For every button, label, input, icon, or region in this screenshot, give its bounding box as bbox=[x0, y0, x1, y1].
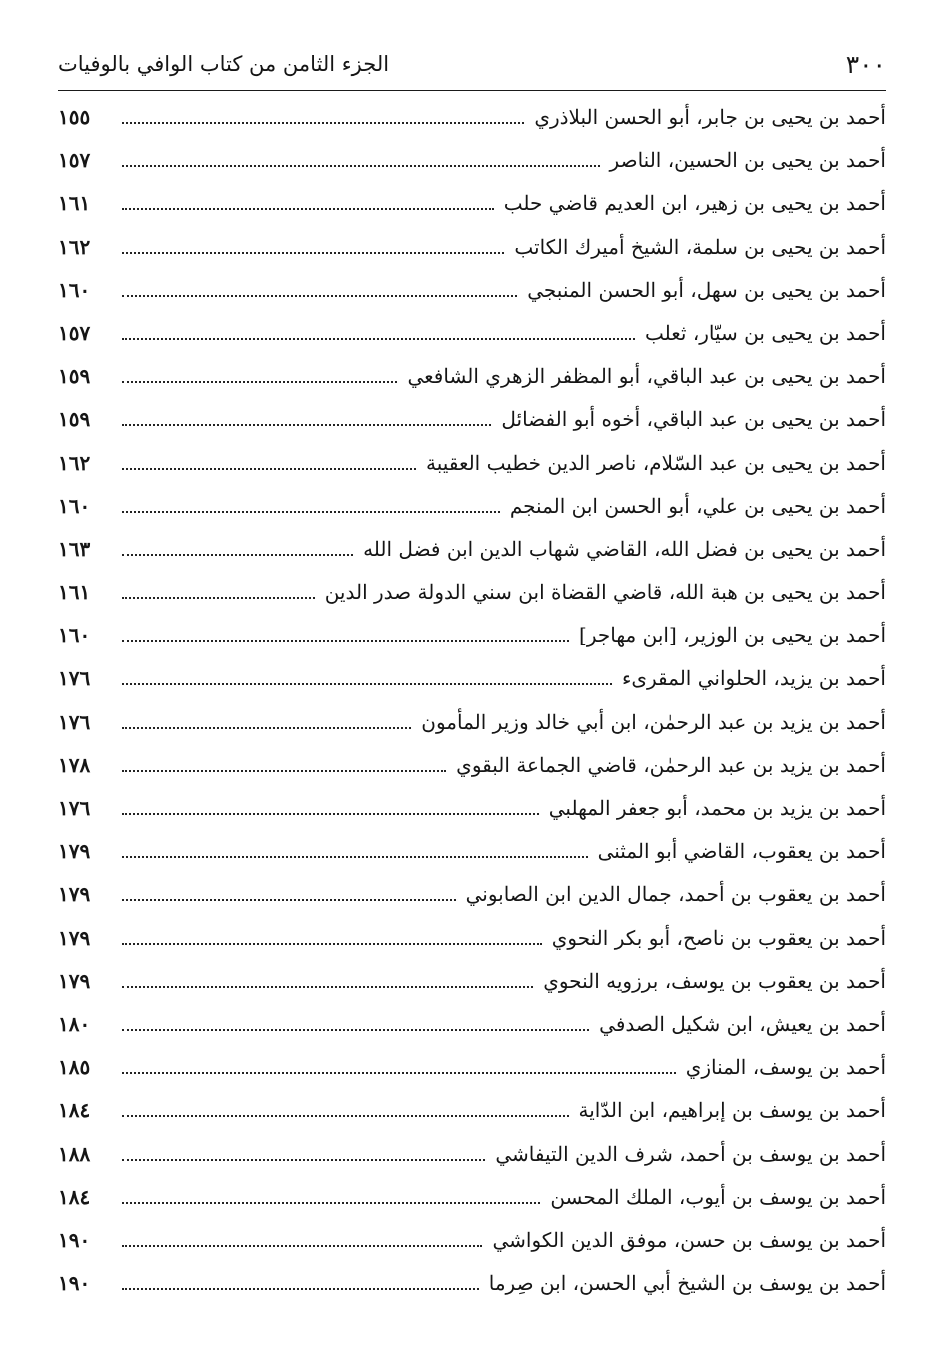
entry-page-number: ١٩٠ bbox=[58, 1227, 91, 1252]
dot-leader bbox=[122, 122, 524, 124]
dot-leader bbox=[122, 554, 353, 556]
entry-name: أحمد بن يحيى بن جابر، أبو الحسن البلاذري bbox=[534, 105, 886, 129]
index-entry bbox=[58, 752, 886, 798]
index-entry bbox=[58, 968, 886, 1014]
dot-leader bbox=[122, 1072, 676, 1074]
book-title: الجزء الثامن من كتاب الوافي بالوفيات bbox=[58, 51, 390, 76]
entry-page-number: ١٩٠ bbox=[58, 1271, 91, 1296]
entry-name: أحمد بن يحيى بن هبة الله، قاضي القضاة ابن سني الدولة صدر الدين bbox=[324, 580, 886, 605]
dot-leader bbox=[122, 727, 411, 729]
entry-page-number: ١٥٩ bbox=[58, 364, 91, 389]
entry-page-number: ١٧٩ bbox=[58, 882, 91, 907]
index-entry bbox=[58, 582, 886, 625]
dot-leader bbox=[122, 856, 588, 858]
entry-page-number: ١٥٧ bbox=[58, 320, 91, 345]
dot-leader bbox=[122, 1202, 540, 1204]
entry-name: أحمد بن يعقوب بن أحمد، جمال الدين ابن الصابوني bbox=[465, 882, 886, 907]
dot-leader bbox=[122, 899, 456, 901]
entry-page-number: ١٨٨ bbox=[58, 1141, 91, 1166]
entry-name: أحمد بن يحيى بن سيّار، ثعلب bbox=[644, 320, 886, 345]
dot-leader bbox=[122, 943, 542, 945]
entry-name: أحمد بن يحيى بن عبد السّلام، ناصر الدين خطيب العقيبة bbox=[426, 450, 886, 475]
index-entry bbox=[58, 493, 886, 539]
header-divider bbox=[58, 90, 886, 91]
index-entry bbox=[58, 1141, 886, 1187]
dot-leader bbox=[122, 1245, 482, 1247]
entry-page-number: ١٧٩ bbox=[58, 968, 91, 993]
entry-name: أحمد بن يزيد، الحلواني المقرىء bbox=[621, 666, 886, 691]
entry-name: أحمد بن يحيى بن الوزير، [ابن مهاجر] bbox=[579, 623, 886, 648]
entry-page-number: ١٧٦ bbox=[58, 666, 91, 691]
dot-leader bbox=[122, 252, 504, 254]
entry-name: أحمد بن يعقوب بن ناصح، أبو بكر النحوي bbox=[551, 925, 886, 950]
entry-page-number: ١٦٠ bbox=[58, 493, 91, 518]
entry-page-number: ١٦٢ bbox=[58, 234, 91, 259]
dot-leader bbox=[122, 338, 635, 340]
entry-name: أحمد بن يحيى بن عبد الباقي، أخوه أبو الفضائل bbox=[501, 407, 886, 432]
entry-name: أحمد بن يحيى بن فضل الله، القاضي شهاب الدين ابن فضل الله bbox=[363, 536, 886, 561]
entry-name: أحمد بن يعيش، ابن شكيل الصدفي bbox=[599, 1011, 886, 1036]
dot-leader bbox=[122, 813, 539, 815]
entry-page-number: ١٨٤ bbox=[58, 1184, 91, 1209]
entry-page-number: ١٨٥ bbox=[58, 1055, 91, 1080]
dot-leader bbox=[122, 640, 569, 642]
entry-page-number: ١٧٩ bbox=[58, 839, 91, 864]
entry-page-number: ١٨٠ bbox=[58, 1011, 91, 1036]
dot-leader bbox=[122, 468, 416, 470]
entry-page-number: ١٧٦ bbox=[58, 796, 91, 820]
entry-page-number: ١٨٤ bbox=[58, 1098, 91, 1123]
entry-page-number: ١٥٥ bbox=[58, 105, 91, 129]
entry-name: أحمد بن يعقوب بن يوسف، برزويه النحوي bbox=[543, 968, 886, 993]
index-entry bbox=[58, 320, 886, 366]
entry-page-number: ١٧٨ bbox=[58, 752, 91, 777]
index-entry bbox=[58, 536, 886, 582]
running-header bbox=[58, 44, 886, 84]
index-entry bbox=[58, 193, 886, 236]
dot-leader bbox=[122, 770, 446, 772]
dot-leader bbox=[122, 683, 612, 685]
entry-name: أحمد بن يزيد بن عبد الرحمٰن، قاضي الجماعة البقوي bbox=[456, 752, 886, 777]
entry-page-number: ١٦٢ bbox=[58, 450, 91, 475]
entry-name: أحمد بن يوسف بن أحمد، شرف الدين التيفاشي bbox=[495, 1141, 886, 1166]
entry-page-number: ١٦٠ bbox=[58, 623, 91, 648]
index-entry bbox=[58, 1011, 886, 1057]
index-entry bbox=[58, 1273, 886, 1316]
index-entry bbox=[58, 625, 886, 668]
dot-leader bbox=[122, 1029, 589, 1031]
entry-name: أحمد بن يوسف، المنازي bbox=[685, 1055, 886, 1080]
entry-page-number: ١٧٦ bbox=[58, 709, 91, 734]
entry-page-number: ١٦١ bbox=[58, 191, 91, 216]
dot-leader bbox=[122, 986, 533, 988]
index-entry bbox=[58, 841, 886, 884]
index-entry bbox=[58, 450, 886, 496]
entry-name: أحمد بن يوسف بن الشيخ أبي الحسن، ابن صِرما bbox=[488, 1271, 886, 1296]
entry-name: أحمد بن يوسف بن أيوب، الملك المحسن bbox=[550, 1184, 886, 1209]
index-entry bbox=[58, 884, 886, 927]
entry-name: أحمد بن يحيى بن زهير، ابن العديم قاضي حلب bbox=[503, 191, 886, 216]
dot-leader bbox=[122, 511, 500, 513]
index-entry bbox=[58, 798, 886, 841]
dot-leader bbox=[122, 295, 517, 297]
dot-leader bbox=[122, 1115, 569, 1117]
dot-leader bbox=[122, 1159, 485, 1161]
index-entry bbox=[58, 366, 886, 409]
index-entry bbox=[58, 1057, 886, 1100]
index-entry bbox=[58, 234, 886, 280]
entry-page-number: ١٦١ bbox=[58, 580, 91, 605]
dot-leader bbox=[122, 208, 494, 210]
dot-leader bbox=[122, 1288, 479, 1290]
entry-name: أحمد بن يحيى بن علي، أبو الحسن ابن المنجم bbox=[509, 493, 886, 518]
entry-name: أحمد بن يعقوب، القاضي أبو المثنى bbox=[597, 839, 886, 864]
entry-name: أحمد بن يحيى بن عبد الباقي، أبو المظفر الزهري الشافعي bbox=[407, 364, 886, 389]
index-entry bbox=[58, 668, 886, 711]
entry-name: أحمد بن يحيى بن سهل، أبو الحسن المنبجي bbox=[527, 277, 886, 302]
index-entry bbox=[58, 150, 886, 193]
entry-page-number: ١٦٠ bbox=[58, 277, 91, 302]
entry-page-number: ١٥٩ bbox=[58, 407, 91, 432]
entry-name: أحمد بن يوسف بن إبراهيم، ابن الدّاية bbox=[578, 1098, 886, 1123]
index-entry bbox=[58, 107, 886, 150]
entry-name: أحمد بن يوسف بن حسن، موفق الدين الكواشي bbox=[492, 1227, 886, 1252]
dot-leader bbox=[122, 597, 315, 599]
entry-page-number: ١٦٣ bbox=[58, 536, 91, 561]
page-number: ٣٠٠ bbox=[845, 49, 886, 79]
index-list bbox=[58, 107, 886, 1316]
entry-name: أحمد بن يحيى بن سلمة، الشيخ أميرك الكاتب bbox=[514, 234, 886, 259]
index-entry bbox=[58, 409, 886, 452]
index-entry bbox=[58, 709, 886, 755]
entry-page-number: ١٧٩ bbox=[58, 925, 91, 950]
index-entry bbox=[58, 1184, 886, 1230]
entry-page-number: ١٥٧ bbox=[58, 148, 91, 173]
index-entry bbox=[58, 277, 886, 323]
dot-leader bbox=[122, 165, 600, 167]
index-entry bbox=[58, 925, 886, 971]
entry-name: أحمد بن يحيى بن الحسين، الناصر bbox=[609, 148, 886, 173]
index-entry bbox=[58, 1227, 886, 1273]
entry-name: أحمد بن يزيد بن عبد الرحمٰن، ابن أبي خالد وزير المأمون bbox=[421, 709, 886, 734]
index-entry bbox=[58, 1100, 886, 1143]
dot-leader bbox=[122, 381, 397, 383]
dot-leader bbox=[122, 424, 491, 426]
entry-name: أحمد بن يزيد بن محمد، أبو جعفر المهلبي bbox=[548, 796, 886, 820]
